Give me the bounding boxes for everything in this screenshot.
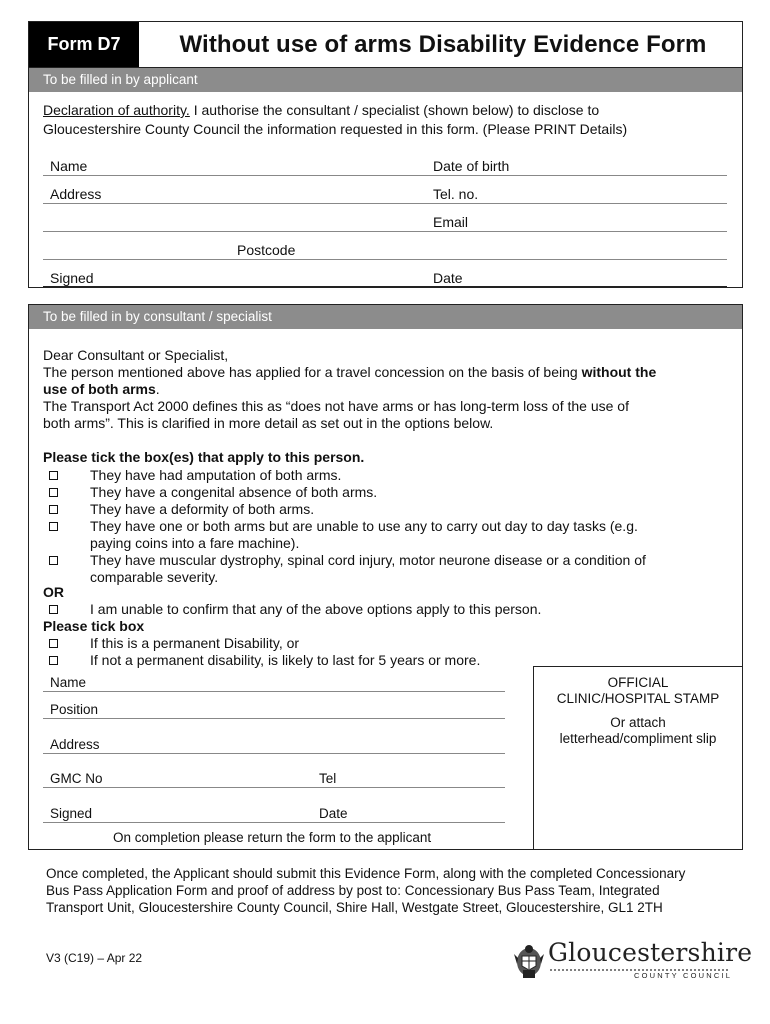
option-label: They have had amputation of both arms. [90,467,342,483]
applicant-postcode-label: Postcode [237,242,296,258]
applicant-section [28,68,743,288]
consultant-address-field[interactable] [43,753,505,754]
permanent-option-row [49,635,729,652]
submission-instructions [46,865,746,916]
consultant-intro [43,347,733,432]
option-label: They have a congenital absence of both arms. [90,484,378,500]
checkbox-muscular-dystrophy[interactable] [49,556,58,565]
checkbox-unable-to-confirm[interactable] [49,605,58,614]
stamp-line1: OFFICIAL [607,675,669,690]
or-label: OR [43,584,64,600]
applicant-email-field[interactable] [433,231,727,232]
intro-bold-a: without the [581,364,657,380]
consultant-tel-field[interactable] [313,787,505,788]
applicant-signed-label: Signed [50,270,94,286]
option-label: They have a deformity of both arms. [90,501,315,517]
applicant-tel-field[interactable] [433,203,727,204]
declaration-line2: Gloucestershire County Council the information requested in this form. (Please PRINT Details) [43,121,628,137]
consultant-signed-label: Signed [50,806,93,821]
applicant-address-field[interactable] [43,203,433,204]
consultant-name-field[interactable] [43,691,505,692]
stamp-line2: CLINIC/HOSPITAL STAMP [556,691,720,706]
stamp-line4: letterhead/compliment slip [559,731,717,746]
gmc-number-field[interactable] [43,787,313,788]
consultant-date-label: Date [319,806,348,821]
intro-paragraph-start: The person mentioned above has applied for a travel concession on the basis of being [43,364,582,380]
consultant-date-field[interactable] [313,822,505,823]
act-definition-line2: both arms”. This is clarified in more detail as set out in the options below. [43,415,494,431]
intro-bold-b: use of both arms [43,381,156,397]
option-label: They have one or both arms but are unable to use any to carry out day to day tasks (e.g. [90,518,638,534]
instructions-line3: Transport Unit, Gloucestershire County Council, Shire Hall, Westgate Street, Gloucestershire, GL1 2TH [46,900,663,915]
applicant-signature-field[interactable] [43,286,433,288]
consultant-tel-label: Tel [319,771,337,786]
option-label: If not a permanent disability, is likely to last for 5 years or more. [90,652,481,668]
consultant-section-bar: To be filled in by consultant / specialist [29,305,742,329]
option-label: If this is a permanent Disability, or [90,635,300,651]
applicant-address-label: Address [50,186,102,202]
declaration-heading: Declaration of authority. [43,102,190,118]
applicant-tel-label: Tel. no. [433,186,479,202]
checkbox-amputation[interactable] [49,471,58,480]
gmc-number-label: GMC No [50,771,103,786]
consultant-address-label: Address [50,737,100,752]
option-label-cont: comparable severity. [90,569,219,585]
salutation: Dear Consultant or Specialist, [43,347,229,363]
instructions-line2: Bus Pass Application Form and proof of address by post to: Concessionary Bus Pass Team, Integrated [46,883,660,898]
applicant-dob-label: Date of birth [433,158,510,174]
unable-option-row [49,601,729,618]
applicant-email-label: Email [433,214,469,230]
act-definition-line1: The Transport Act 2000 defines this as “does not have arms or has long-term loss of the use of [43,398,629,414]
applicant-date-field[interactable] [433,286,727,288]
tick-list [43,449,733,466]
tick-box-heading: Please tick box [43,618,145,634]
declaration-text [43,101,733,139]
official-stamp-box[interactable] [533,666,743,850]
applicant-date-label: Date [433,270,463,286]
applicant-name-label: Name [50,158,88,174]
applicant-name-field[interactable] [43,175,433,176]
form-title: Without use of arms Disability Evidence Form [179,31,707,58]
consultant-signature-field[interactable] [43,822,313,823]
return-note: On completion please return the form to the applicant [113,830,432,845]
applicant-postcode-field[interactable] [43,259,727,260]
form-header [28,21,743,68]
applicant-section-bar: To be filled in by applicant [29,68,742,92]
consultant-name-label: Name [50,675,87,690]
applicant-dob-field[interactable] [433,175,727,176]
checkbox-permanent[interactable] [49,639,58,648]
form-number-tag: Form D7 [29,22,139,67]
stamp-line3: Or attach [610,715,666,730]
consultant-position-field[interactable] [43,718,505,719]
council-logo [514,938,753,984]
checkbox-congenital-absence[interactable] [49,488,58,497]
logo-subtitle: COUNTY COUNCIL [634,971,733,980]
tick-heading: Please tick the box(es) that apply to this person. [43,449,365,465]
declaration-line1: I authorise the consultant / specialist (shown below) to disclose to [189,102,600,118]
checkbox-five-years[interactable] [49,656,58,665]
logo-wordmark: Gloucestershire [548,938,753,967]
checkbox-deformity[interactable] [49,505,58,514]
applicant-address-line2-field[interactable] [43,231,433,232]
intro-paragraph-end: . [155,381,160,397]
version-label: V3 (C19) – Apr 22 [46,951,143,965]
option-label: They have muscular dystrophy, spinal cord injury, motor neurone disease or a condition of [90,552,646,568]
option-label: I am unable to confirm that any of the above options apply to this person. [90,601,542,617]
instructions-line1: Once completed, the Applicant should submit this Evidence Form, along with the completed Concessionary [46,866,686,881]
checkbox-unable-to-use[interactable] [49,522,58,531]
consultant-position-label: Position [50,702,99,717]
option-label-cont: paying coins into a fare machine). [90,535,300,551]
